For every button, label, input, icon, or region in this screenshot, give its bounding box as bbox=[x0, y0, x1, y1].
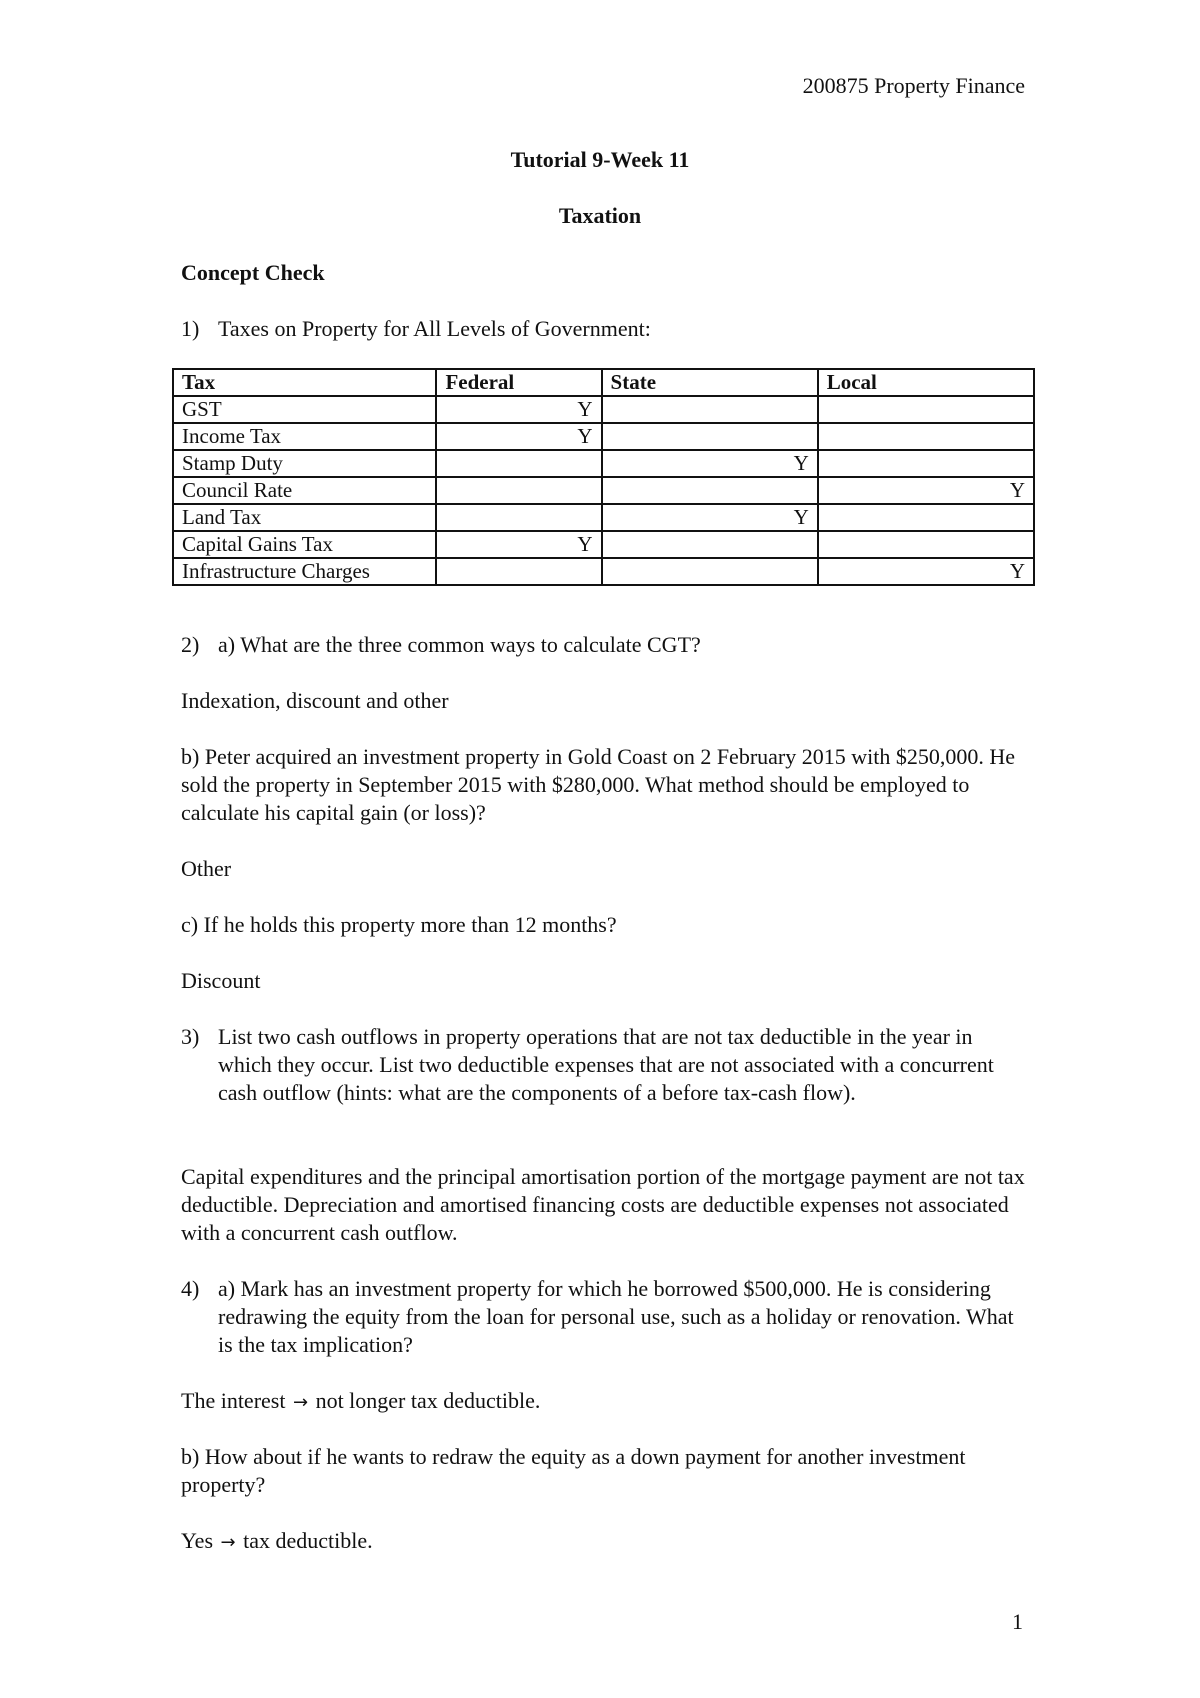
tax-levels-table bbox=[172, 368, 1035, 586]
answer-2b: Other bbox=[181, 856, 232, 881]
column-header-local: Local bbox=[818, 369, 1034, 396]
answer-2a: Indexation, discount and other bbox=[181, 688, 449, 713]
table-row bbox=[173, 477, 1034, 504]
local-cell bbox=[818, 504, 1034, 531]
question-4a bbox=[181, 1275, 1031, 1359]
tax-name-cell: GST bbox=[173, 396, 436, 423]
answer-text: The interest bbox=[181, 1388, 286, 1413]
table-row bbox=[173, 450, 1034, 477]
state-cell: Y bbox=[602, 504, 818, 531]
answer-text: Yes bbox=[181, 1528, 214, 1553]
local-cell: Y bbox=[818, 477, 1034, 504]
answer-2c: Discount bbox=[181, 968, 261, 993]
federal-cell: Y bbox=[436, 396, 601, 423]
answer-text: tax deductible. bbox=[243, 1528, 373, 1553]
question-1 bbox=[181, 315, 1031, 343]
local-cell bbox=[818, 423, 1034, 450]
tax-name-cell: Stamp Duty bbox=[173, 450, 436, 477]
question-2b: b) Peter acquired an investment property in Gold Coast on 2 February 2015 with $250,000. He sold the property in September 2015 with $280,000. What method should be employed to calculate his capital gain (or loss)? bbox=[181, 744, 1016, 825]
federal-cell: Y bbox=[436, 423, 601, 450]
federal-cell bbox=[436, 504, 601, 531]
federal-cell bbox=[436, 558, 601, 585]
federal-cell bbox=[436, 477, 601, 504]
question-text: Taxes on Property for All Levels of Government: bbox=[218, 316, 651, 341]
state-cell bbox=[602, 531, 818, 558]
column-header-tax: Tax bbox=[173, 369, 436, 396]
column-header-state: State bbox=[602, 369, 818, 396]
table-row bbox=[173, 423, 1034, 450]
answer-text: not longer tax deductible. bbox=[315, 1388, 541, 1413]
state-cell bbox=[602, 477, 818, 504]
answer-3: Capital expenditures and the principal amortisation portion of the mortgage payment are not tax deductible. Depreciation and amortised financing costs are deductible expenses not associated with a concurrent cash outflow. bbox=[181, 1164, 1025, 1245]
state-cell bbox=[602, 558, 818, 585]
question-4b: b) How about if he wants to redraw the equity as a down payment for another investment property? bbox=[181, 1444, 966, 1497]
running-header: 200875 Property Finance bbox=[802, 73, 1025, 98]
state-cell bbox=[602, 423, 818, 450]
local-cell bbox=[818, 531, 1034, 558]
local-cell bbox=[818, 396, 1034, 423]
question-text: a) What are the three common ways to calculate CGT? bbox=[218, 632, 701, 657]
question-2c: c) If he holds this property more than 12 months? bbox=[181, 912, 617, 937]
tax-name-cell: Capital Gains Tax bbox=[173, 531, 436, 558]
table-row bbox=[173, 396, 1034, 423]
table-header-row bbox=[173, 369, 1034, 396]
federal-cell bbox=[436, 450, 601, 477]
tax-name-cell: Infrastructure Charges bbox=[173, 558, 436, 585]
page-number: 1 bbox=[1012, 1609, 1023, 1634]
tax-name-cell: Council Rate bbox=[173, 477, 436, 504]
question-number: 4) bbox=[181, 1276, 200, 1301]
tax-name-cell: Land Tax bbox=[173, 504, 436, 531]
question-text: List two cash outflows in property operations that are not tax deductible in the year in which they occur. List two deductible expenses that are not associated with a concurrent cash outflow (hints: what are the components of a before tax-cash flow). bbox=[218, 1024, 994, 1105]
document-title: Tutorial 9-Week 11 bbox=[510, 147, 690, 172]
arrow-right-icon: → bbox=[292, 1392, 309, 1413]
document-subtitle: Taxation bbox=[558, 203, 642, 228]
local-cell: Y bbox=[818, 558, 1034, 585]
question-2a bbox=[181, 631, 1031, 659]
section-heading: Concept Check bbox=[181, 260, 325, 285]
table-row bbox=[173, 531, 1034, 558]
question-3 bbox=[181, 1023, 1031, 1107]
table-row bbox=[173, 504, 1034, 531]
arrow-right-icon: → bbox=[220, 1532, 236, 1553]
tax-name-cell: Income Tax bbox=[173, 423, 436, 450]
state-cell: Y bbox=[602, 450, 818, 477]
table-row bbox=[173, 558, 1034, 585]
federal-cell: Y bbox=[436, 531, 601, 558]
column-header-federal: Federal bbox=[436, 369, 601, 396]
question-number: 3) bbox=[181, 1024, 200, 1049]
question-number: 2) bbox=[181, 632, 200, 657]
question-text: a) Mark has an investment property for which he borrowed $500,000. He is considering redrawing the equity from the loan for personal use, such as a holiday or renovation. What is the tax implication? bbox=[218, 1276, 1014, 1357]
answer-4b bbox=[181, 1527, 1031, 1557]
local-cell bbox=[818, 450, 1034, 477]
answer-4a bbox=[181, 1387, 1031, 1417]
state-cell bbox=[602, 396, 818, 423]
question-number: 1) bbox=[181, 316, 200, 341]
